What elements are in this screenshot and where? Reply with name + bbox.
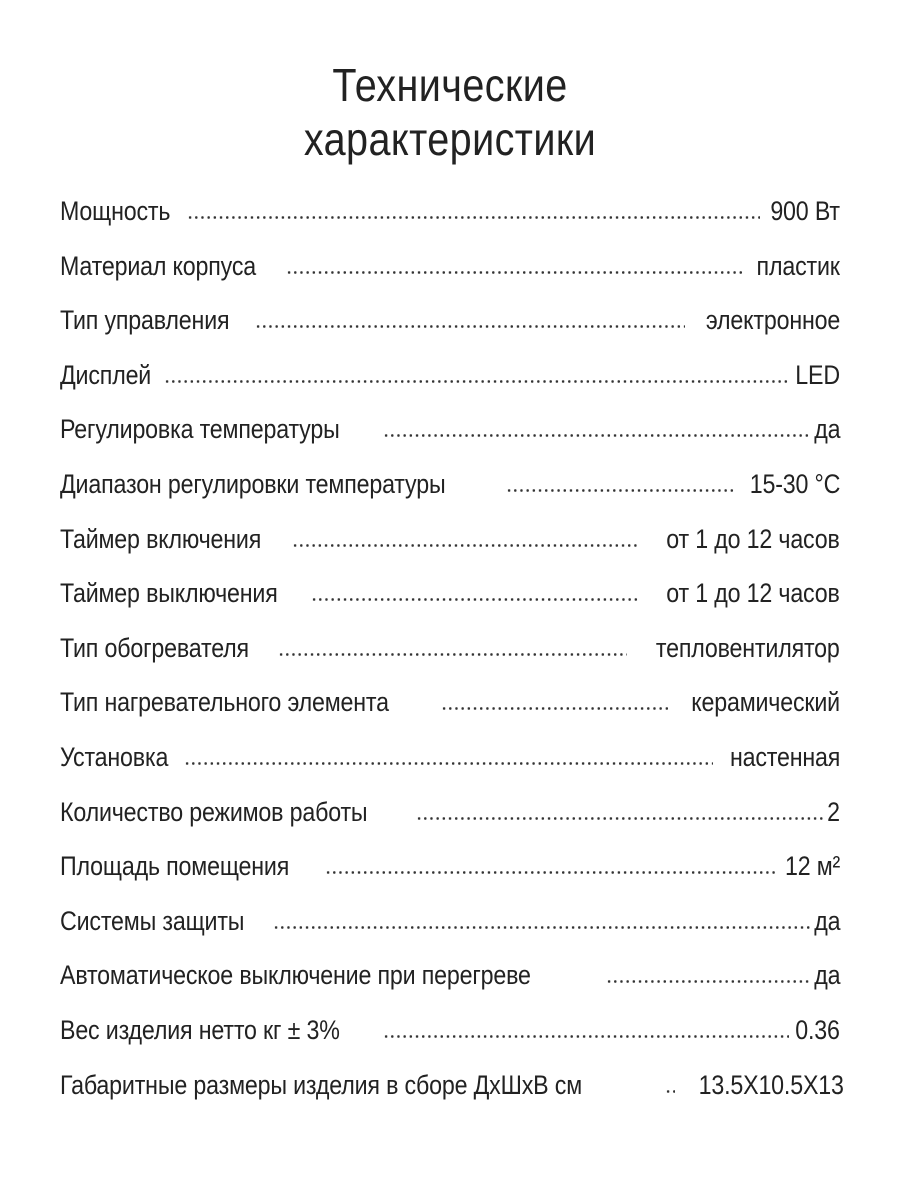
spec-label: Материал корпуса (60, 250, 257, 281)
spec-row-modes-count (60, 785, 840, 840)
spec-value: от 1 до 12 часов (666, 523, 840, 554)
spec-row-temperature-control (60, 402, 840, 457)
spec-label: Количество режимов работы (60, 796, 368, 827)
spec-value: настенная (729, 741, 840, 772)
spec-label: Установка (60, 741, 169, 772)
spec-value: LED (795, 359, 840, 390)
dot-leader (187, 216, 760, 219)
spec-row-display (60, 348, 840, 403)
spec-label: Дисплей (60, 359, 152, 390)
spec-value: да (813, 414, 840, 445)
spec-label: Вес изделия нетто кг ± 3% (60, 1014, 340, 1045)
spec-row-dimensions (60, 1058, 844, 1113)
spec-value: тепловентилятор (656, 632, 840, 663)
spec-row-net-weight (60, 1003, 840, 1058)
spec-row-power (60, 184, 840, 239)
spec-label: Площадь помещения (60, 851, 290, 882)
spec-label: Тип обогревателя (60, 632, 249, 663)
spec-row-heater-type (60, 621, 840, 676)
spec-label: Таймер выключения (60, 578, 278, 609)
spec-row-on-timer (60, 512, 840, 567)
dot-leader (606, 980, 811, 983)
spec-value: 12 м² (784, 851, 840, 882)
dot-leader (325, 871, 777, 874)
spec-value: 15-30 °C (749, 468, 840, 499)
spec-label: Тип нагревательного элемента (60, 687, 389, 718)
spec-label: Диапазон регулировки температуры (60, 468, 446, 499)
title-line-1: Технические (332, 59, 568, 111)
dot-leader (383, 1035, 788, 1038)
dot-leader (506, 489, 735, 492)
spec-value: 2 (827, 796, 840, 827)
spec-label: Габаритные размеры изделия в сборе ДхШхВ см (60, 1069, 582, 1100)
spec-label: Мощность (60, 196, 171, 226)
spec-value: электронное (705, 305, 840, 336)
spec-row-installation (60, 730, 840, 785)
dot-leader (278, 653, 627, 656)
dot-leader (441, 707, 668, 710)
spec-label: Системы защиты (60, 905, 245, 936)
dot-leader (383, 434, 810, 437)
spec-value: от 1 до 12 часов (666, 578, 840, 609)
dot-leader (273, 926, 811, 929)
spec-row-control-type (60, 293, 840, 348)
spec-row-protection-systems (60, 894, 840, 949)
spec-value: 0.36 (795, 1014, 840, 1045)
spec-value: пластик (756, 250, 840, 281)
spec-row-room-area (60, 839, 840, 894)
spec-row-overheat-shutoff (60, 948, 840, 1003)
spec-label: Тип управления (60, 305, 230, 336)
spec-label: Таймер включения (60, 523, 262, 554)
dot-leader (184, 762, 712, 765)
title-line-2: характеристики (303, 113, 597, 165)
dot-leader (255, 325, 684, 328)
spec-row-temperature-range (60, 457, 840, 512)
dot-leader (164, 380, 789, 383)
dot-leader (416, 817, 826, 820)
spec-value: керамический (691, 687, 840, 718)
spec-value: 13.5X10.5X13 (698, 1069, 844, 1100)
dot-leader (292, 544, 639, 547)
spec-row-body-material (60, 239, 840, 294)
dot-leader (311, 598, 639, 601)
page-title (63, 58, 837, 166)
dot-leader (665, 1090, 675, 1093)
spec-value: да (813, 905, 840, 936)
spec-value: 900 Вт (770, 196, 840, 226)
spec-value: да (813, 960, 840, 991)
spec-row-off-timer (60, 566, 840, 621)
spec-label: Регулировка температуры (60, 414, 340, 445)
spec-row-heating-element (60, 675, 840, 730)
spec-label: Автоматическое выключение при перегреве (60, 960, 531, 991)
dot-leader (286, 271, 744, 274)
spec-list (60, 184, 844, 1112)
